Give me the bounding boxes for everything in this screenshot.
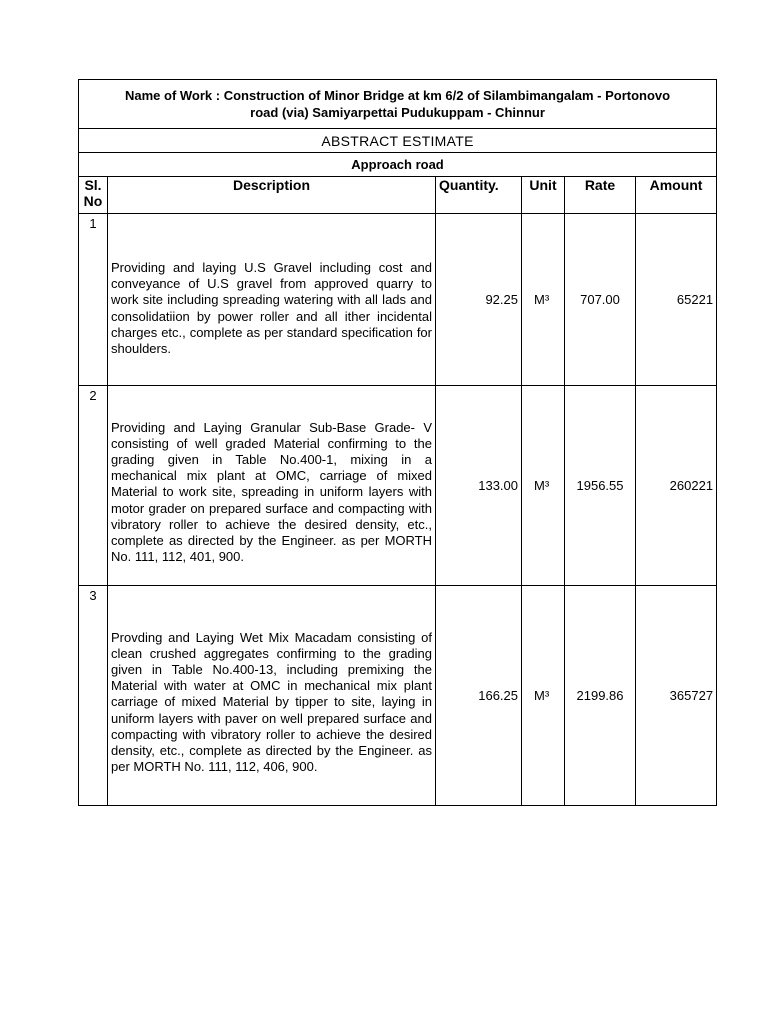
item-description [108, 214, 436, 386]
table-row [79, 386, 717, 586]
item-description-text: Providing and laying U.S Gravel including cost and conveyance of U.S gravel from approved quarry to work site including spreading watering with all lads and consolidatiion by power roller and all ither incidental charges etc., complete as per standard specification for shoulders. [111, 259, 432, 356]
item-rate: 2199.86 [565, 586, 636, 806]
item-quantity: 133.00 [436, 386, 522, 586]
item-quantity: 92.25 [436, 214, 522, 386]
item-rate: 707.00 [565, 214, 636, 386]
col-header-rate: Rate [565, 177, 636, 214]
item-description [108, 586, 436, 806]
item-sl: 3 [79, 586, 108, 806]
item-amount: 260221 [636, 386, 717, 586]
column-header-row [79, 177, 717, 214]
table-row [79, 586, 717, 806]
item-sl: 1 [79, 214, 108, 386]
title-line-1: Name of Work : Construction of Minor Bridge at km 6/2 of Silambimangalam - Portonovo [124, 88, 671, 103]
item-description-text: Provding and Laying Wet Mix Macadam consisting of clean crushed aggregates confirming to the grading given in Table No.400-13, including premixing the Material with water at OMC in mechanical mix plant carriage of mixed Material by tipper to site, laying in uniform layers with paver on well prepared surface and compacting with vibratory roller to achieve the desired density, etc., complete as directed by the Engineer. as per MORTH No. 111, 112, 406, 900. [111, 629, 432, 775]
col-header-sl: Sl. No [79, 177, 108, 214]
item-quantity: 166.25 [436, 586, 522, 806]
col-header-quantity: Quantity. [436, 177, 522, 214]
item-amount: 65221 [636, 214, 717, 386]
col-header-unit: Unit [522, 177, 565, 214]
item-sl: 2 [79, 386, 108, 586]
title-line-2: road (via) Samiyarpettai Pudukuppam - Chinnur [250, 105, 545, 120]
item-unit: M³ [522, 214, 565, 386]
item-rate: 1956.55 [565, 386, 636, 586]
col-header-amount: Amount [636, 177, 717, 214]
item-amount: 365727 [636, 586, 717, 806]
item-unit: M³ [522, 586, 565, 806]
section-heading: Approach road [79, 153, 717, 177]
abstract-estimate-table [78, 79, 717, 806]
col-header-description: Description [108, 177, 436, 214]
table-row [79, 214, 717, 386]
item-description-text: Providing and Laying Granular Sub-Base Grade- V consisting of well graded Material confirming to the grading given in Table No.400-1, mixing in a mechanical mix plant at OMC, carriage of mixed Material to work site, spreading in uniform layers with motor grader on prepared surface and compacting with vibratory roller to achieve the desired density, etc., complete as directed by the Engineer. as per MORTH No. 111, 112, 401, 900. [111, 419, 432, 565]
item-unit: M³ [522, 386, 565, 586]
abstract-estimate-heading: ABSTRACT ESTIMATE [79, 129, 717, 153]
item-description [108, 386, 436, 586]
name-of-work-title [79, 80, 717, 129]
